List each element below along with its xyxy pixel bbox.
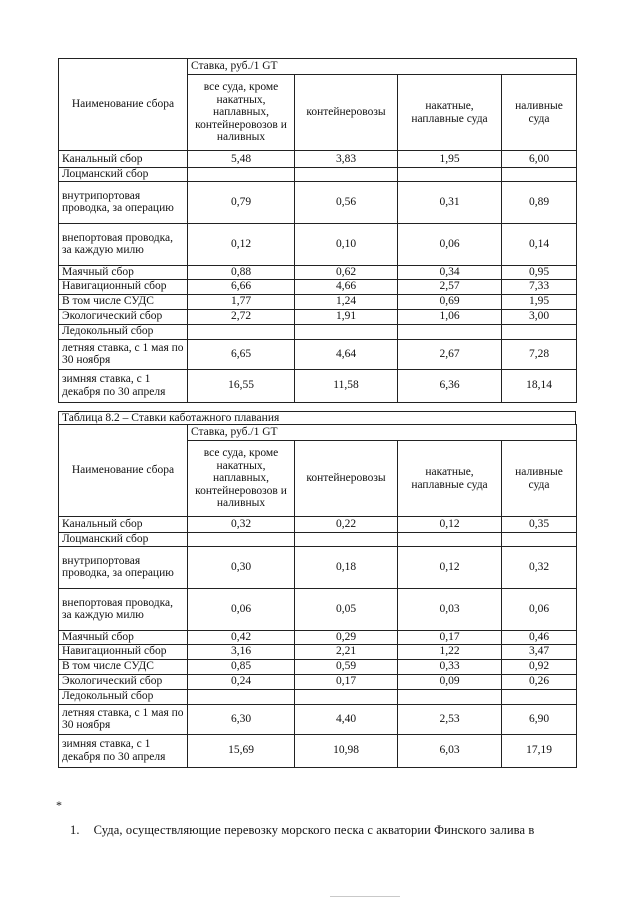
header-col-2: накатные, наплавные суда bbox=[398, 441, 502, 517]
fee-name: внутрипортовая проводка, за операцию bbox=[59, 546, 188, 588]
rate-value: 0,46 bbox=[502, 630, 577, 644]
rate-value: 0,88 bbox=[188, 265, 295, 279]
rate-value: 0,79 bbox=[188, 181, 295, 223]
rate-value: 0,56 bbox=[295, 181, 398, 223]
rate-value: 0,06 bbox=[502, 588, 577, 630]
header-col-3: наливные суда bbox=[502, 441, 577, 517]
fee-name: Ледокольный сбор bbox=[59, 324, 188, 339]
fee-name: Маячный сбор bbox=[59, 265, 188, 279]
rate-value: 6,65 bbox=[188, 339, 295, 369]
header-name-col: Наименование сбора bbox=[59, 425, 188, 517]
rate-value: 0,95 bbox=[502, 265, 577, 279]
rate-value: 0,42 bbox=[188, 630, 295, 644]
fee-name: Ледокольный сбор bbox=[59, 689, 188, 704]
fee-name: Канальный сбор bbox=[59, 151, 188, 168]
table-row bbox=[59, 369, 577, 402]
footnote-mark: * bbox=[56, 798, 62, 812]
rate-value: 1,77 bbox=[188, 294, 295, 309]
rate-value: 2,53 bbox=[398, 704, 502, 734]
rate-value: 0,18 bbox=[295, 546, 398, 588]
table-row bbox=[59, 704, 577, 734]
fee-name: внепортовая проводка, за каждую милю bbox=[59, 588, 188, 630]
rate-value: 1,22 bbox=[398, 644, 502, 659]
table-row bbox=[59, 689, 577, 704]
rate-value bbox=[295, 324, 398, 339]
table-row bbox=[59, 265, 577, 279]
table-row bbox=[59, 644, 577, 659]
rate-value: 0,14 bbox=[502, 223, 577, 265]
header-col-2: накатные, наплавные суда bbox=[398, 75, 502, 151]
rate-value: 16,55 bbox=[188, 369, 295, 402]
table-row bbox=[59, 630, 577, 644]
rate-value: 5,48 bbox=[188, 151, 295, 168]
rate-value: 0,12 bbox=[188, 223, 295, 265]
table-row bbox=[59, 309, 577, 324]
rate-value: 17,19 bbox=[502, 734, 577, 767]
rate-value bbox=[502, 533, 577, 547]
table-row bbox=[59, 168, 577, 182]
rate-value: 0,35 bbox=[502, 517, 577, 533]
table-row bbox=[59, 181, 577, 223]
header-col-3: наливные суда bbox=[502, 75, 577, 151]
fee-name: Навигационный сбор bbox=[59, 644, 188, 659]
table-row bbox=[59, 588, 577, 630]
fee-name: летняя ставка, с 1 мая по 30 ноября bbox=[59, 704, 188, 734]
rate-value bbox=[188, 533, 295, 547]
table-caption: Таблица 8.2 – Ставки каботажного плавания bbox=[58, 411, 576, 425]
rate-value: 1,95 bbox=[398, 151, 502, 168]
rate-value: 0,06 bbox=[188, 588, 295, 630]
rate-value: 0,32 bbox=[502, 546, 577, 588]
table-row bbox=[59, 659, 577, 674]
rate-value: 11,58 bbox=[295, 369, 398, 402]
rate-value: 15,69 bbox=[188, 734, 295, 767]
rate-value: 7,28 bbox=[502, 339, 577, 369]
header-col-1: контейнеровозы bbox=[295, 441, 398, 517]
fee-name: зимняя ставка, с 1 декабря по 30 апреля bbox=[59, 734, 188, 767]
rate-value: 3,83 bbox=[295, 151, 398, 168]
fee-name: летняя ставка, с 1 мая по 30 ноября bbox=[59, 339, 188, 369]
rate-value: 1,91 bbox=[295, 309, 398, 324]
rate-value bbox=[398, 689, 502, 704]
rate-value bbox=[398, 324, 502, 339]
rate-value: 0,03 bbox=[398, 588, 502, 630]
rate-value: 3,16 bbox=[188, 644, 295, 659]
table-row bbox=[59, 324, 577, 339]
rate-value: 0,06 bbox=[398, 223, 502, 265]
rate-value: 2,57 bbox=[398, 279, 502, 294]
rate-value: 0,17 bbox=[398, 630, 502, 644]
header-row bbox=[59, 425, 577, 441]
rate-value: 3,00 bbox=[502, 309, 577, 324]
rate-value bbox=[188, 324, 295, 339]
rate-value: 0,89 bbox=[502, 181, 577, 223]
rate-value: 0,09 bbox=[398, 674, 502, 689]
fee-name: В том числе СУДС bbox=[59, 294, 188, 309]
fee-name: внепортовая проводка, за каждую милю bbox=[59, 223, 188, 265]
footnote-body: Суда, осуществляющие перевозку морского песка с акватории Финского залива в bbox=[93, 823, 535, 837]
table-row bbox=[59, 294, 577, 309]
rate-value: 0,29 bbox=[295, 630, 398, 644]
rate-value bbox=[502, 689, 577, 704]
rate-value: 0,69 bbox=[398, 294, 502, 309]
rate-value: 1,06 bbox=[398, 309, 502, 324]
fee-name: Лоцманский сбор bbox=[59, 533, 188, 547]
rate-value: 0,32 bbox=[188, 517, 295, 533]
table-row bbox=[59, 223, 577, 265]
rate-value: 0,17 bbox=[295, 674, 398, 689]
rate-value: 0,85 bbox=[188, 659, 295, 674]
rate-value: 4,64 bbox=[295, 339, 398, 369]
rate-value bbox=[295, 689, 398, 704]
rate-value: 0,31 bbox=[398, 181, 502, 223]
fee-name: Навигационный сбор bbox=[59, 279, 188, 294]
fee-name: Канальный сбор bbox=[59, 517, 188, 533]
fee-name: зимняя ставка, с 1 декабря по 30 апреля bbox=[59, 369, 188, 402]
table-1-body bbox=[59, 59, 577, 403]
table-row bbox=[59, 517, 577, 533]
rate-value: 0,12 bbox=[398, 546, 502, 588]
port-dues-table-2 bbox=[58, 424, 577, 768]
rate-value: 18,14 bbox=[502, 369, 577, 402]
header-col-0: все суда, кроме накатных, наплавных, контейнеровозов и наливных bbox=[188, 75, 295, 151]
table-2-body bbox=[59, 425, 577, 768]
rate-value: 0,59 bbox=[295, 659, 398, 674]
rate-value: 0,10 bbox=[295, 223, 398, 265]
footnote-number: 1. bbox=[70, 823, 80, 837]
rate-value: 3,47 bbox=[502, 644, 577, 659]
rate-value bbox=[398, 533, 502, 547]
rate-value bbox=[188, 689, 295, 704]
rate-value: 0,34 bbox=[398, 265, 502, 279]
rate-value: 0,05 bbox=[295, 588, 398, 630]
table-row bbox=[59, 734, 577, 767]
rate-value: 0,33 bbox=[398, 659, 502, 674]
rate-value: 0,22 bbox=[295, 517, 398, 533]
fee-name: внутрипортовая проводка, за операцию bbox=[59, 181, 188, 223]
port-dues-table-1 bbox=[58, 58, 577, 403]
rate-value: 0,62 bbox=[295, 265, 398, 279]
rate-value bbox=[398, 168, 502, 182]
rate-value: 4,66 bbox=[295, 279, 398, 294]
rate-value: 0,12 bbox=[398, 517, 502, 533]
table-row bbox=[59, 533, 577, 547]
rate-value: 6,30 bbox=[188, 704, 295, 734]
rate-value: 1,95 bbox=[502, 294, 577, 309]
rate-value bbox=[188, 168, 295, 182]
footnote-text bbox=[70, 823, 570, 838]
rate-value: 6,90 bbox=[502, 704, 577, 734]
fee-name: Лоцманский сбор bbox=[59, 168, 188, 182]
rate-value bbox=[295, 533, 398, 547]
rate-value: 0,92 bbox=[502, 659, 577, 674]
table-row bbox=[59, 151, 577, 168]
rate-value: 2,21 bbox=[295, 644, 398, 659]
table-row bbox=[59, 674, 577, 689]
fee-name: Маячный сбор bbox=[59, 630, 188, 644]
fee-name: Экологический сбор bbox=[59, 674, 188, 689]
header-col-1: контейнеровозы bbox=[295, 75, 398, 151]
fee-name: В том числе СУДС bbox=[59, 659, 188, 674]
table-row bbox=[59, 339, 577, 369]
rate-value: 1,24 bbox=[295, 294, 398, 309]
rate-value: 7,33 bbox=[502, 279, 577, 294]
table-row bbox=[59, 279, 577, 294]
rate-value: 6,03 bbox=[398, 734, 502, 767]
rate-value: 10,98 bbox=[295, 734, 398, 767]
rate-value bbox=[502, 168, 577, 182]
header-rate-group: Ставка, руб./1 GT bbox=[188, 59, 577, 75]
header-name-col: Наименование сбора bbox=[59, 59, 188, 151]
header-col-0: все суда, кроме накатных, наплавных, контейнеровозов и наливных bbox=[188, 441, 295, 517]
fee-name: Экологический сбор bbox=[59, 309, 188, 324]
rate-value: 2,72 bbox=[188, 309, 295, 324]
rate-value: 6,00 bbox=[502, 151, 577, 168]
rate-value: 2,67 bbox=[398, 339, 502, 369]
rate-value: 6,66 bbox=[188, 279, 295, 294]
rate-value: 0,30 bbox=[188, 546, 295, 588]
rate-value: 0,26 bbox=[502, 674, 577, 689]
rate-value: 0,24 bbox=[188, 674, 295, 689]
rate-value bbox=[502, 324, 577, 339]
scan-artifact bbox=[330, 896, 400, 897]
rate-value: 4,40 bbox=[295, 704, 398, 734]
rate-value: 6,36 bbox=[398, 369, 502, 402]
header-rate-group: Ставка, руб./1 GT bbox=[188, 425, 577, 441]
header-row bbox=[59, 59, 577, 75]
table-row bbox=[59, 546, 577, 588]
rate-value bbox=[295, 168, 398, 182]
